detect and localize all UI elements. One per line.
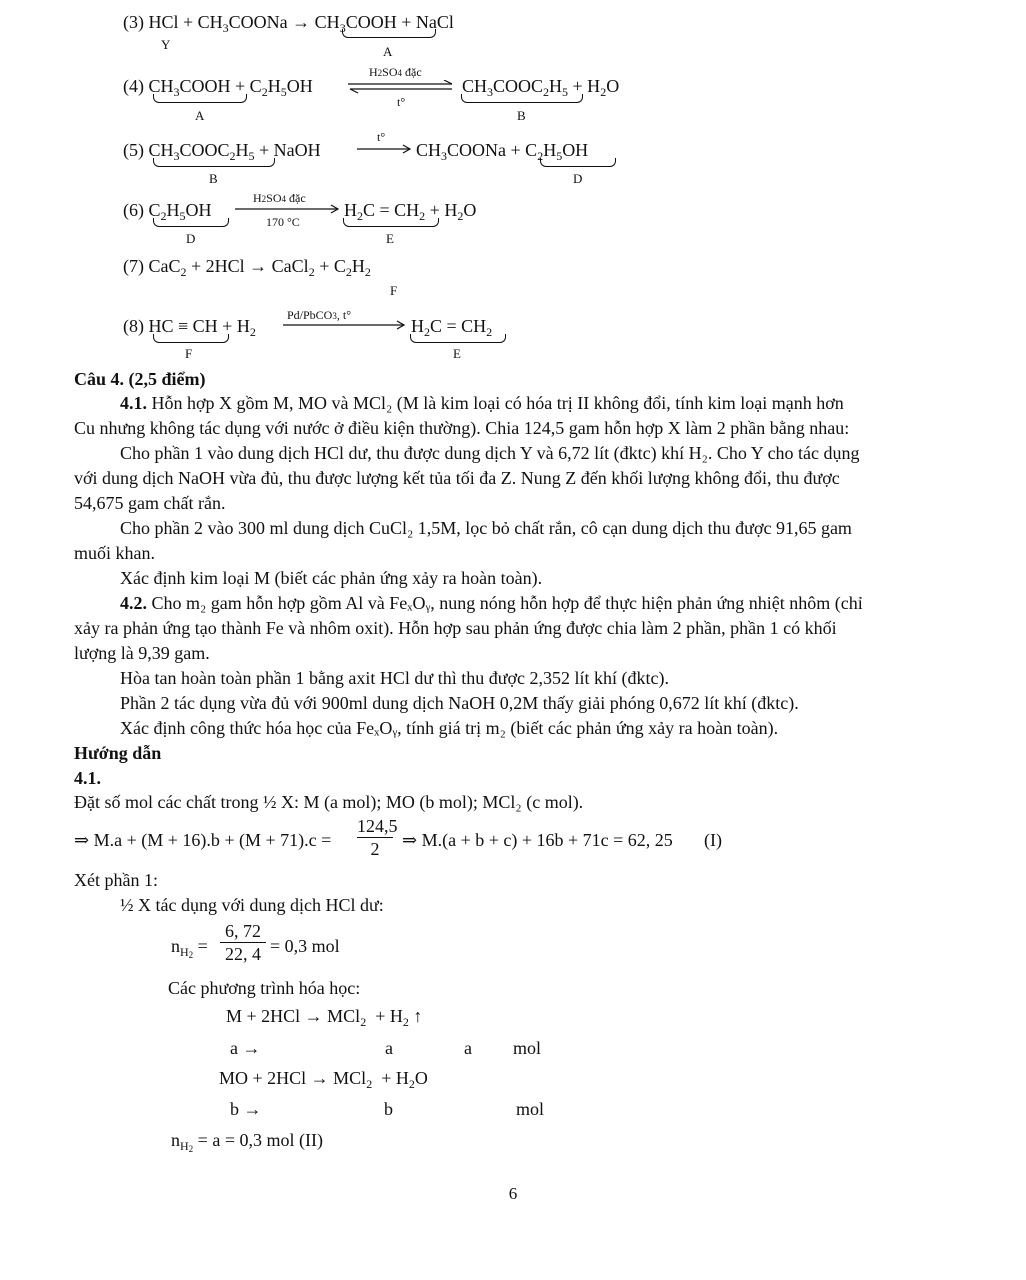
brace [461, 94, 583, 103]
paragraph-line: Cho phần 2 vào 300 ml dung dịch CuCl₂ 1,5M, lọc bỏ chất rắn, cô cạn dung dịch thu được 91,65 gam [120, 518, 852, 538]
arrow-catalyst: Pd/PbCO3, t° [287, 308, 351, 322]
arrow-catalyst: H2SO4 đặc [369, 65, 422, 79]
equation-b: MO + $2HCl \to MCl_2 + H_2O$ [219, 1068, 428, 1091]
fraction-numerator: 6, 72 [225, 921, 261, 941]
paragraph-line: Phần 2 tác dụng vừa đủ với 900ml dung dịch NaOH 0,2M thấy giải phóng 0,672 lít khí (đktc). [120, 693, 799, 713]
guide-line: Các phương trình hóa học: [168, 978, 361, 998]
paragraph-line: Cho phần 1 vào dung dịch HCl dư, thu được dung dịch Y và 6,72 lít (đktc) khí H₂. Cho Y cho tác dụng [120, 443, 860, 463]
brace [410, 334, 506, 343]
label-e: E [453, 346, 461, 361]
label-y: Y [161, 37, 171, 52]
paragraph-4-1-line-1: 4.1. Hỗn hợp X gồm M, MO và MCl₂ (M là kim loại có hóa trị II không đổi, tính kim loại mạnh hơn [120, 393, 844, 413]
arrow [282, 320, 406, 330]
label-f: F [390, 283, 398, 298]
reaction-5-products: $CH_3COONa + C_2H_5OH$ [416, 140, 589, 163]
guide-line: ½ X tác dụng với dung dịch HCl dư: [120, 895, 384, 915]
reaction-5: (5) $CH_3COOC_2H_5$ + NaOH [123, 140, 321, 163]
nh2-fraction [220, 920, 266, 965]
guide-line: Đặt số mol các chất trong ½ X: M (a mol); MO (b mol); MCl₂ (c mol). [74, 792, 584, 812]
equation-a: $M + 2HCl \to MCl_2 + H_2$ ↑ [226, 1006, 423, 1029]
label-a: A [383, 44, 393, 59]
fraction-denominator: 22, 4 [220, 942, 266, 965]
arrow [356, 144, 412, 154]
condition-temp: t° [397, 95, 406, 109]
fraction-denominator: 2 [357, 837, 393, 860]
equation-1-tag: (I) [704, 830, 722, 850]
guide-line: Xét phần 1: [74, 870, 158, 890]
final-equation: $n_{H2} = a = 0,3$ mol (II) [171, 1130, 323, 1154]
brace [153, 158, 275, 167]
paragraph-line: 54,675 gam chất rắn. [74, 493, 226, 513]
mol-a-unit: mol [513, 1038, 542, 1058]
arrow-catalyst: H2SO4 đặc [253, 191, 306, 205]
reaction-4: (4) $CH_3COOH + C_2H_5OH$ [123, 76, 313, 99]
paragraph-line: Cu nhưng không tác dụng với nước ở điều kiện thường). Chia 124,5 gam hỗn hợp X làm 2 phần bằng nhau: [74, 418, 850, 438]
mol-b-1: b → [230, 1099, 262, 1119]
reaction-4-products: $CH_3COOC_2H_5 + H_2O$ [462, 76, 620, 99]
question-title: Câu 4. (2,5 điểm) [74, 369, 206, 389]
equation-1-left: ⇒ M.a + (M + 16).b + (M + 71).c = [74, 830, 332, 850]
reaction-8-products: $H_2C = CH_2$ [411, 316, 493, 339]
paragraph-line: Xác định công thức hóa học của FeₓOᵧ, tính giá trị m₂ (biết các phản ứng xảy ra hoàn toàn). [120, 718, 779, 738]
reaction-7: (7) CaC$_2$ + 2HCl → CaCl$_2$ + $C_2H_2$ [123, 256, 371, 279]
brace [540, 158, 616, 167]
brace [343, 218, 439, 227]
guide-title: Hướng dẫn [74, 743, 162, 763]
paragraph-line: với dung dịch NaOH vừa đủ, thu được lượng kết tủa tối đa Z. Nung Z đến khối lượng không đổi, thu được [74, 468, 840, 488]
reaction-8: (8) HC ≡ CH + $H_2$ [123, 316, 256, 339]
equation-1-right: ⇒ M.(a + b + c) + 16b + 71c = 62, 25 [402, 830, 673, 850]
condition-temp: 170 °C [266, 215, 300, 229]
paragraph-4-2-line-1: 4.2. Cho m₂ gam hỗn hợp gồm Al và FeₓOᵧ, nung nóng hỗn hợp để thực hiện phản ứng nhiệt nhôm (chỉ [120, 593, 863, 613]
nh2-result: = 0,3 mol [270, 936, 340, 956]
paragraph-line: Hòa tan hoàn toàn phần 1 bằng axit HCl dư thì thu được 2,352 lít khí (đktc). [120, 668, 669, 688]
label-a: A [195, 108, 205, 123]
page-number: 6 [508, 1184, 518, 1203]
mol-b-2: b [384, 1099, 393, 1119]
mol-a-1: a → [230, 1038, 261, 1058]
guide-section: 4.1. [74, 768, 101, 788]
paragraph-line: Xác định kim loại M (biết các phản ứng xảy ra hoàn toàn). [120, 568, 543, 588]
mol-a-3: a [464, 1038, 472, 1058]
fraction-numerator: 124,5 [357, 816, 398, 836]
label-d: D [186, 231, 196, 246]
brace [153, 334, 229, 343]
paragraph-line: muối khan. [74, 543, 155, 563]
mol-b-unit: mol [516, 1099, 545, 1119]
reaction-3: (3) HCl + $CH_3COONa$ → $CH_3COOH$ + NaCl [123, 12, 454, 35]
label-f: F [185, 346, 193, 361]
brace [153, 94, 247, 103]
label-b: B [209, 171, 218, 186]
reaction-6-products: $H_2C = CH_2 + H_2O$ [344, 200, 477, 223]
paragraph-line: lượng là 9,39 gam. [74, 643, 210, 663]
label-b: B [517, 108, 526, 123]
reaction-6: (6) $C_2H_5OH$ [123, 200, 212, 223]
label-d: D [573, 171, 583, 186]
equation-1-fraction [357, 815, 398, 860]
arrow [234, 204, 340, 214]
condition-temp: t° [377, 130, 386, 144]
mol-a-2: a [385, 1038, 393, 1058]
brace [342, 29, 436, 38]
label-e: E [386, 231, 394, 246]
brace [153, 218, 229, 227]
paragraph-line: xảy ra phản ứng tạo thành Fe và nhôm oxit). Hỗn hợp sau phản ứng được chia làm 2 phần, phần 1 có khối [74, 618, 837, 638]
nh2-symbol: $n_{H2}$ = [171, 936, 208, 960]
equilibrium-arrow [346, 80, 456, 94]
